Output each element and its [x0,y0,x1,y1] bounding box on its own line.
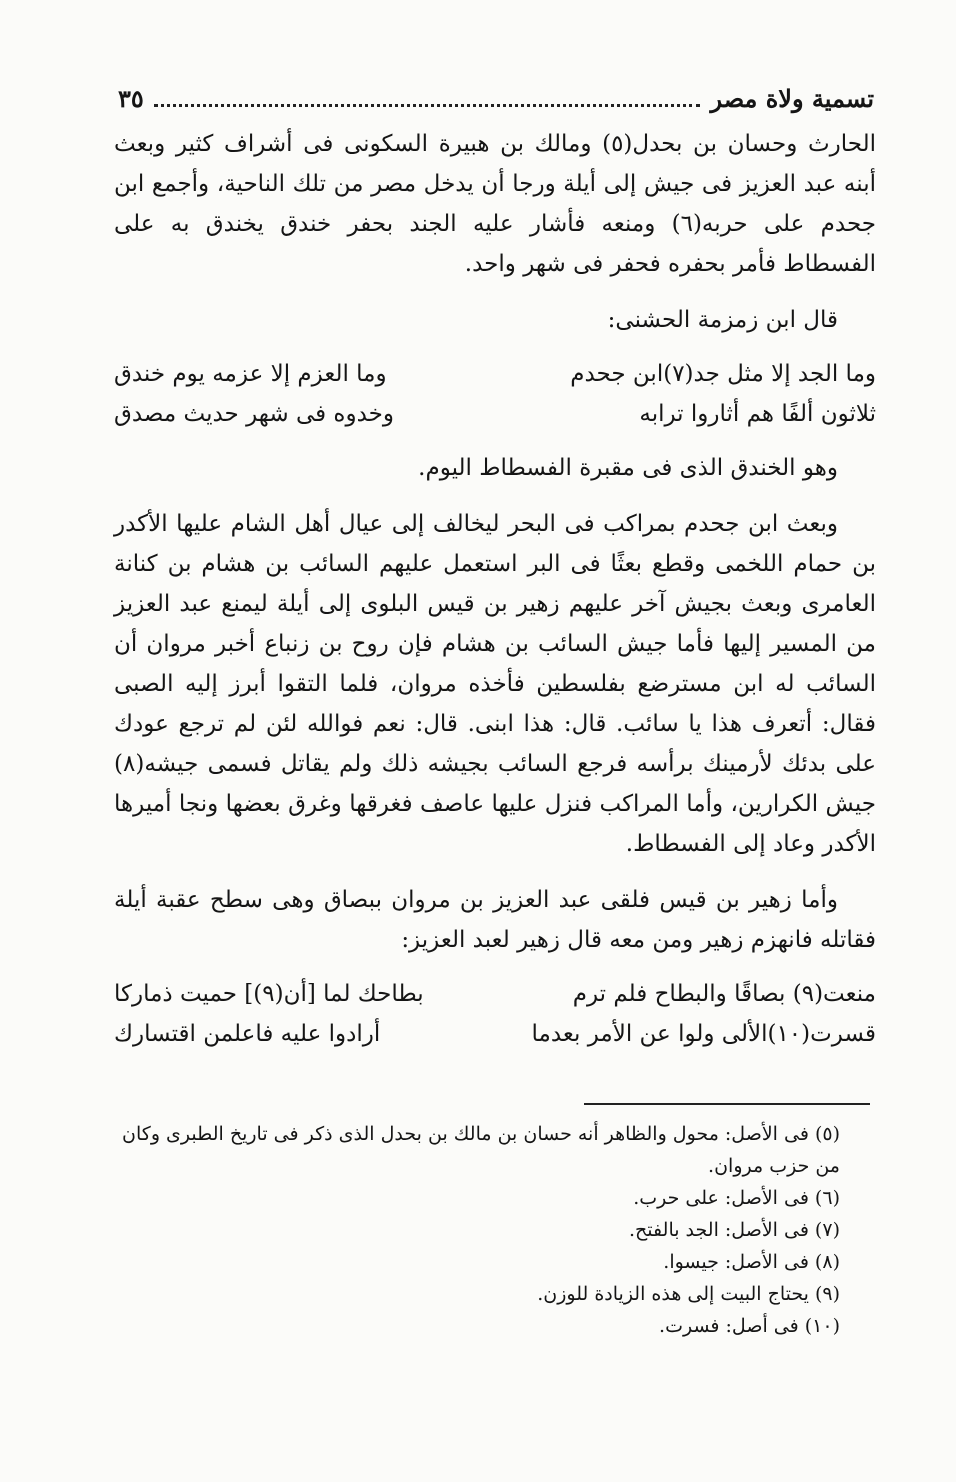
paragraph: وبعث ابن جحدم بمراكب فى البحر ليخالف إلى عيال أهل الشام عليها الأكدر بن حمام اللخمى وقطع بعثًا فى البر استعمل عليهم السائب بن هشام بن كنانة العامرى وبعث بجيش آخر عليهم زهير بن قيس البلوى إلى أيلة ليمنع عبد العزيز من المسير إليها فأما جيش السائب بن هشام فإن روح بن زنباع أخبر مروان أن السائب له ابن مسترضع بفلسطين فأخذه مروان، فلما التقوا أبرز إليه الصبى فقال: أتعرف هذا يا سائب. قال: هذا ابنى. قال: نعم فوالله لئن لم ترجع عودك على بدئك لأرمينك برأسه فرجع السائب بجيشه ذلك ولم يقاتل فسمى جيشه(٨) جيش الكرارين، وأما المراكب فنزل عليها عاصف فغرقها وغرق بعضها ونجا أميرها الأكدر وعاد إلى الفسطاط. [114,511,876,857]
footnote: (٩) يحتاج البيت إلى هذه الزيادة للوزن. [537,1283,840,1305]
paragraph: الحارث وحسان بن بحدل(٥) ومالك بن هبيرة السكونى فى أشراف كثير وبعث أبنه عبد العزيز فى جيش إلى أيلة ورجا أن يدخل مصر من تلك الناحية، وأجمع ابن جحدم على حربه(٦) ومنعه فأشار عليه الجند بحفر خندق يخندق به على الفسطاط فأمر بحفره فحفر فى شهر واحد. [114,131,877,277]
header-title: تسمية ولاة مصر [710,84,874,113]
main-text [114,124,876,1068]
verse-line [114,974,876,1014]
poem-block [114,354,876,434]
page-number: ٣٥ [118,84,144,113]
verse-second-hemistich: وما العزم إلا عزمه يوم خندق [114,361,387,387]
footnote: (٦) فى الأصل: على حرب. [633,1187,840,1209]
footnote: (٨) فى الأصل: جيسوا. [663,1251,840,1273]
footnote: (٧) فى الأصل: الجد بالفتح. [629,1219,840,1241]
verse-first-hemistich: ثلاثون ألفًا هم أثاروا ترابه [639,401,876,427]
verse-line [114,354,876,394]
paragraph: وهو الخندق الذى فى مقبرة الفسطاط اليوم. [418,455,838,481]
verse-line [114,394,876,434]
verse-second-hemistich: بطاحك لما [أن(٩)] حميت ذماركا [114,981,424,1007]
verse-first-hemistich: قسرت(١٠)الألى ولوا عن الأمر بعدما [531,1021,876,1047]
verse-line [114,1014,876,1054]
verse-second-hemistich: أرادوا عليه فاعلمن اقتسارك [114,1021,381,1047]
footnote: (٥) فى الأصل: محول والظاهر أنه حسان بن مالك بن بحدل الذى ذكر فى تاريخ الطبرى وكان من حزب مروان. [122,1123,840,1177]
verse-first-hemistich: منعت(٩) بصاقًا والبطاح فلم ترم [572,981,876,1007]
verse-second-hemistich: وخدوه فى شهر حديث مصدق [114,401,394,427]
paragraph: قال ابن زمزمة الحشنى: [607,307,838,333]
paragraph: وأما زهير بن قيس فلقى عبد العزيز بن مروان ببصاق وهى سطح عقبة أيلة فقاتله فانهزم زهير ومن معه قال زهير لعبد العزيز: [114,887,876,953]
header-leader-dots [154,104,701,107]
poem-block [114,974,876,1054]
footnotes [114,1118,876,1342]
footnote: (١٠) فى أصل: فسرت. [659,1315,840,1337]
verse-first-hemistich: وما الجد إلا مثل جد(٧)ابن جحدم [570,361,876,387]
running-header [118,84,874,113]
footnote-separator [584,1103,870,1105]
